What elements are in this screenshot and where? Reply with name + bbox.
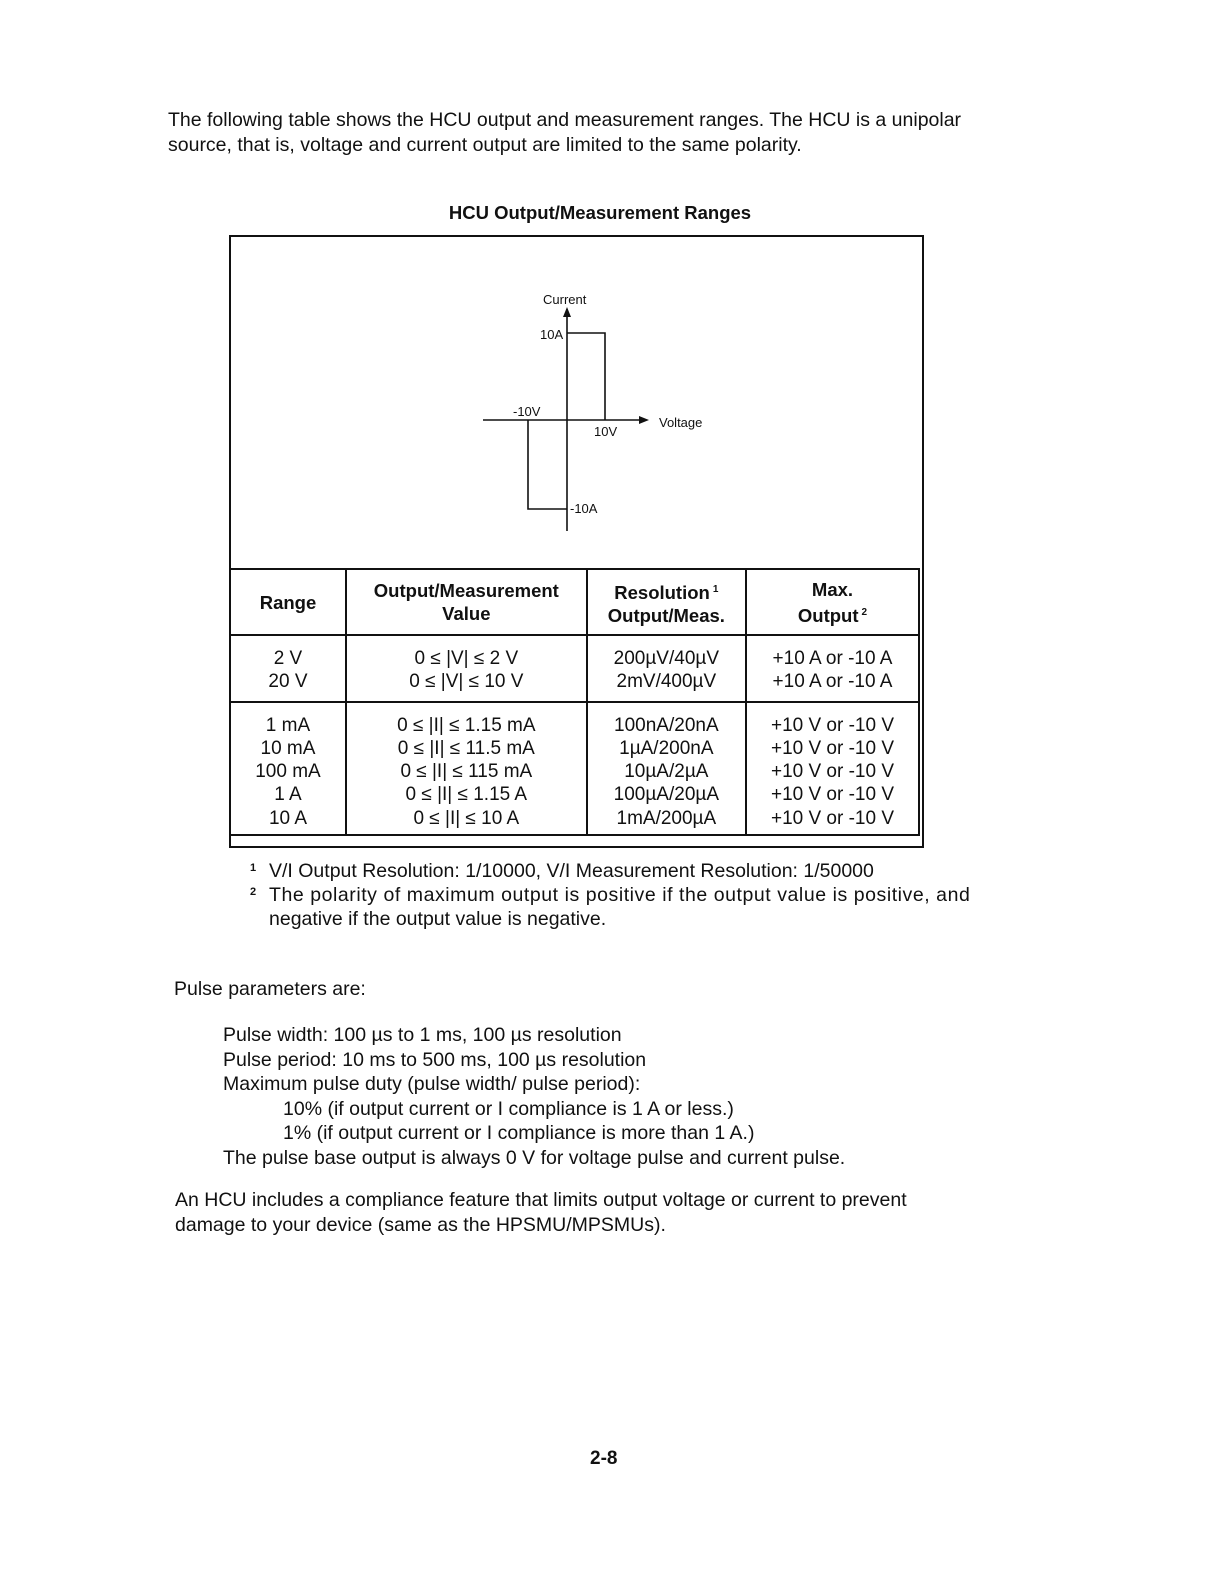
header-max-output: Max. Output $^2$ [746, 569, 919, 635]
voltage-resolution-cells: 200µV/40µV 2mV/400µV [587, 635, 746, 702]
voltage-range-cells: 2 V 20 V [230, 635, 346, 702]
header-range: Range [230, 569, 346, 635]
footnote-2-line-1: The polarity of maximum output is positive if the output value is positive, and [269, 884, 971, 906]
footnote-2 [250, 883, 1039, 931]
pulse-duty: Maximum pulse duty (pulse width/ pulse period): [223, 1073, 641, 1095]
footnote-2-line-2: negative if the output value is negative. [269, 908, 607, 930]
pulse-heading: Pulse parameters are: [174, 978, 366, 1000]
intro-line-2: source, that is, voltage and current output are limited to the same polarity. [168, 133, 802, 156]
footnote-1-text: V/I Output Resolution: 1/10000, V/I Measurement Resolution: 1/50000 [269, 860, 874, 882]
current-range-group [230, 702, 919, 835]
compliance-paragraph [175, 1188, 907, 1237]
pulse-parameters [223, 1023, 845, 1170]
table-header-row [230, 569, 919, 635]
intro-line-1: The following table shows the HCU output and measurement ranges. The HCU is a unipolar [168, 109, 962, 131]
compliance-line-2: damage to your device (same as the HPSMU/MPSMUs). [175, 1213, 666, 1236]
positive-range-boundary [567, 333, 605, 420]
page-number: 2-8 [590, 1448, 618, 1469]
pos-voltage-label: 10V [594, 424, 618, 439]
pulse-base: The pulse base output is always 0 V for voltage pulse and current pulse. [223, 1146, 846, 1169]
pulse-duty-a: 10% (if output current or I compliance is 1 A or less.) [283, 1097, 734, 1120]
footnote-2-mark: 2 [250, 886, 257, 898]
footnote-1-mark: 1 [250, 862, 257, 874]
current-range-cells: 1 mA 10 mA 100 mA 1 A 10 A [230, 702, 346, 835]
voltage-range-group [230, 635, 919, 702]
footnote-1 [250, 859, 874, 883]
neg-current-label: -10A [570, 501, 598, 516]
compliance-line-1: An HCU includes a compliance feature that limits output voltage or current to prevent [175, 1189, 907, 1211]
intro-paragraph [168, 108, 961, 157]
table-caption: HCU Output/Measurement Ranges [448, 202, 752, 223]
current-value-cells: 0 ≤ |I| ≤ 1.15 mA 0 ≤ |I| ≤ 11.5 mA 0 ≤ |I| ≤ 115 mA 0 ≤ |I| ≤ 1.15 A 0 ≤ |I| ≤ 10 A [346, 702, 587, 835]
negative-range-boundary [528, 420, 567, 509]
pos-current-label: 10A [540, 327, 564, 342]
pulse-width: Pulse width: 100 µs to 1 ms, 100 µs resolution [223, 1024, 622, 1046]
voltage-axis-label: Voltage [659, 415, 703, 430]
current-axis-arrow [563, 307, 571, 317]
pulse-period: Pulse period: 10 ms to 500 ms, 100 µs resolution [223, 1048, 647, 1071]
voltage-max-cells: +10 A or -10 A +10 A or -10 A [746, 635, 919, 702]
current-resolution-cells: 100nA/20nA 1µA/200nA 10µA/2µA 100µA/20µA 1mA/200µA [587, 702, 746, 835]
header-value: Output/Measurement Value [346, 569, 587, 635]
current-axis-label: Current [543, 292, 587, 307]
current-max-cells: +10 V or -10 V +10 V or -10 V +10 V or -10 V +10 V or -10 V +10 V or -10 V [746, 702, 919, 835]
ranges-frame [229, 235, 924, 848]
neg-voltage-label: -10V [513, 404, 541, 419]
voltage-value-cells: 0 ≤ |V| ≤ 2 V 0 ≤ |V| ≤ 10 V [346, 635, 587, 702]
pulse-duty-b: 1% (if output current or I compliance is more than 1 A.) [283, 1122, 755, 1144]
ranges-table [229, 568, 920, 836]
voltage-axis-arrow [639, 416, 649, 424]
header-resolution: Resolution $^1$ Output/Meas. [587, 569, 746, 635]
range-diagram [231, 237, 926, 569]
